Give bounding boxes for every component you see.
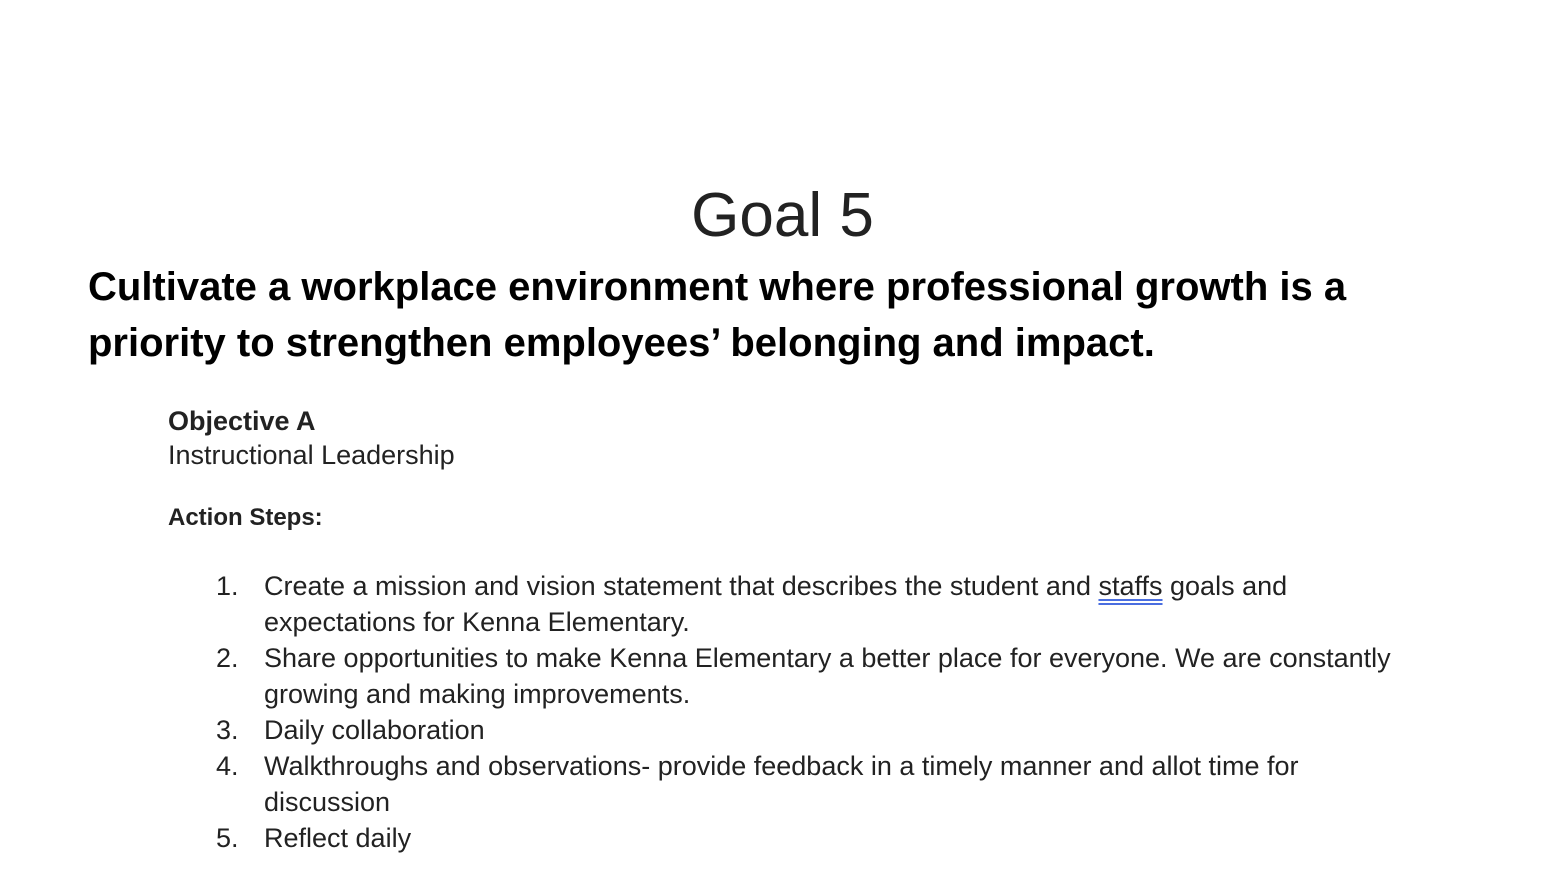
objective-section	[168, 404, 1468, 856]
step-text: Daily collaboration	[264, 715, 485, 745]
step-text: Walkthroughs and observations- provide feedback in a timely manner and allot time for discussion	[264, 751, 1299, 817]
step-number: 2.	[216, 643, 239, 673]
step-number: 3.	[216, 715, 239, 745]
action-step-2	[168, 640, 1404, 712]
step-text: Reflect daily	[264, 823, 412, 853]
step-number: 4.	[216, 751, 239, 781]
step-text-after: goals and expectations for Kenna Elementary.	[264, 571, 1288, 637]
slide-title: Goal 5	[691, 181, 874, 250]
action-step-3	[168, 712, 1404, 748]
objective-heading: Objective A	[168, 406, 316, 436]
objective-name: Instructional Leadership	[168, 440, 455, 470]
spellcheck-flagged-word[interactable]: staffs	[1098, 571, 1163, 601]
action-steps-heading: Action Steps:	[168, 504, 323, 531]
step-number: 5.	[216, 823, 239, 853]
action-step-4	[168, 748, 1404, 820]
action-steps-list	[168, 568, 1468, 856]
step-text-before: Create a mission and vision statement that describes the student and	[264, 571, 1099, 601]
action-step-1	[168, 568, 1404, 640]
goal-statement: Cultivate a workplace environment where professional growth is a priority to strengthen employees’ belonging and impact.	[88, 265, 1347, 365]
action-step-5	[168, 820, 1404, 856]
step-text: Share opportunities to make Kenna Elementary a better place for everyone. We are constantly growing and making improvements.	[264, 643, 1391, 709]
step-number: 1.	[216, 571, 239, 601]
